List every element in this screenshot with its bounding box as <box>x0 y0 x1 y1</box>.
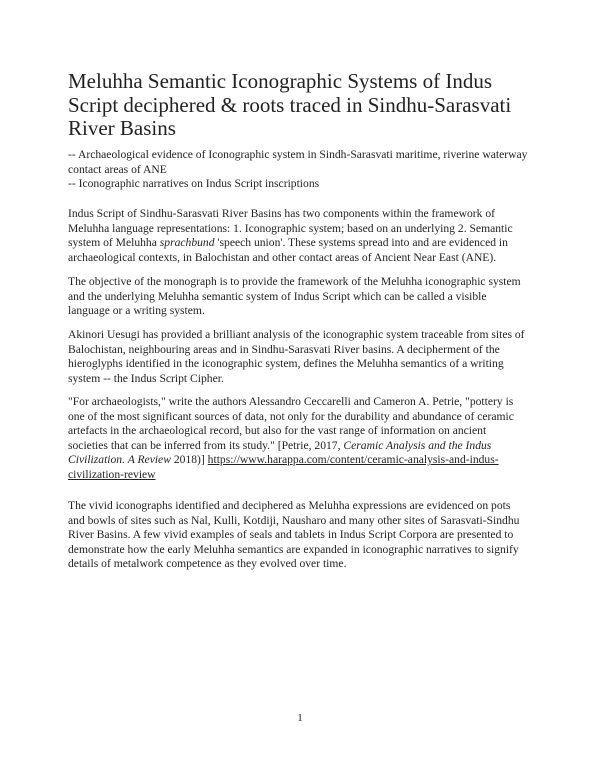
document-title: Meluhha Semantic Iconographic Systems of Indus Script deciphered & roots traced in Sindhu-Sarasvati River Basins <box>68 69 512 140</box>
paragraph-text: The vivid iconographs identified and deciphered as Meluhha expressions are evidenced on pots and bowls of sites such as Nal, Kulli, Kotdiji, Nausharo and many other sites of Sarasvati-Sindhu River Basins. A few vivid examples of seals and tablets in Indus Script Corpora are presented to demonstrate how the early Meluhha semantics are expanded in iconographic narratives to signify details of metalwork competence as they evolved over time. <box>68 499 520 571</box>
harappa-link[interactable]: https://www.harappa.com/content/ceramic-analysis-and-indus-civilization-review <box>68 453 499 481</box>
citation-year: 2018)] <box>170 453 208 467</box>
paragraph-uesugi <box>68 328 528 386</box>
paragraph-objective <box>68 275 528 319</box>
italic-term: sprachbund <box>159 236 215 250</box>
paragraph-iconographs <box>68 499 528 572</box>
subtitle-line: -- Iconographic narratives on Indus Script inscriptions <box>68 177 320 191</box>
text-run: 'speech union'. These systems spread into and are evidenced in archaeological contexts, in Balochistan and other contact areas of Ancient Near East (ANE). <box>68 236 508 264</box>
paragraph-text: Akinori Uesugi has provided a brilliant analysis of the iconographic system traceable from sites of Balochistan, neighbouring areas and in Sindhu-Sarasvati River basins. A decipherment of the hieroglyphs identified in the iconographic system, defines the Meluhha semantics of a writing system -- the Indus Script Cipher. <box>68 328 525 385</box>
paragraph-text: The objective of the monograph is to provide the framework of the Meluhha iconographic system and the underlying Meluhha semantic system of Indus Script which can be called a visible language or a writing system. <box>68 275 521 318</box>
quote-text: "For archaeologists," write the authors Alessandro Ceccarelli and Cameron A. Petrie, "pottery is one of the most significant sources of data, not only for the durability and abundance of ceramic artefacts in the archaeological record, but also for the vast range of information on ancient societies that can be inferred from its study." [Petrie, 2017, <box>68 395 514 452</box>
paragraph-text <box>68 395 528 483</box>
text-run: Indus Script of Sindhu-Sarasvati River Basins has two components within the framework of Meluhha language representations: 1. Iconographic system; based on an underlying 2. Semantic system of Meluhha <box>68 207 513 250</box>
citation-title: Ceramic Analysis and the Indus Civilization. A Review <box>68 438 492 467</box>
paragraph-components <box>68 207 528 265</box>
subtitle-line: -- Archaeological evidence of Iconographic system in Sindh-Sarasvati maritime, riverine waterway contact areas of ANE <box>68 148 528 176</box>
paragraph-text <box>68 207 528 265</box>
paragraph-quote <box>68 395 528 483</box>
page-number: 1 <box>297 712 303 724</box>
subtitle-block <box>68 148 528 192</box>
